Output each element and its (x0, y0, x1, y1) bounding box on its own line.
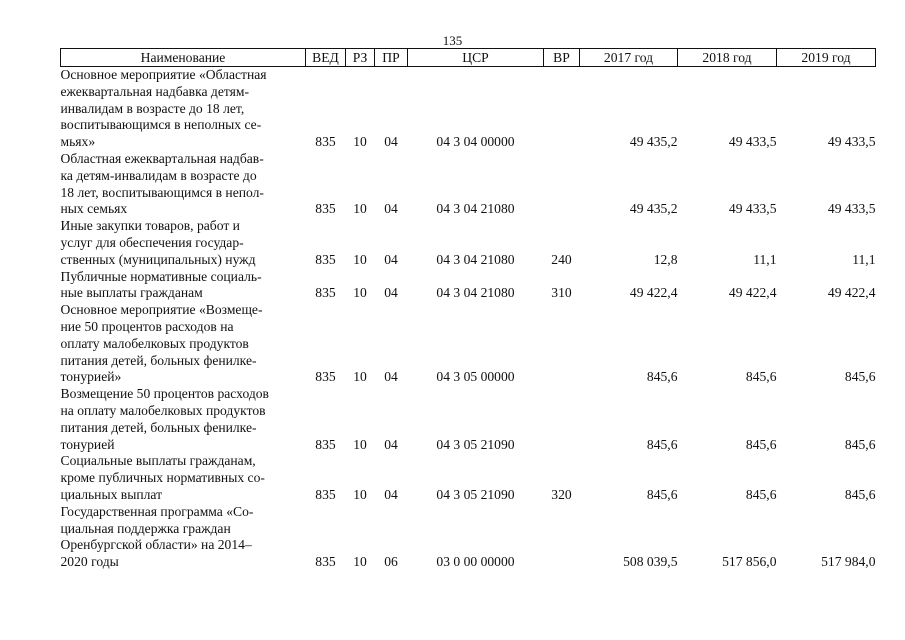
table-row (61, 218, 876, 268)
row-name-cell (61, 151, 306, 218)
row-name-line: Социальные выплаты гражданам, (60, 453, 256, 469)
row-name-line: 18 лет, воспитывающимся в непол- (60, 184, 264, 200)
row-name-line: оплату малобелковых продуктов (60, 335, 249, 351)
cell-rz: 10 (353, 486, 367, 502)
cell-vr (544, 67, 580, 151)
header-pr: ПР (375, 49, 408, 67)
cell-y2018: 49 433,5 (728, 201, 777, 217)
row-name-line: циальных выплат (60, 486, 163, 502)
row-name-line: ние 50 процентов расходов на (60, 318, 234, 334)
row-name-line: Основное мероприятие «Возмеще- (60, 302, 263, 318)
row-name-cell (61, 269, 306, 303)
cell-ved: 835 (315, 201, 336, 217)
cell-pr: 04 (384, 436, 398, 452)
header-row (61, 49, 876, 67)
row-name-cell (61, 218, 306, 268)
cell-y2019: 845,6 (844, 486, 876, 502)
row-name-line: ка детям-инвалидам в возрасте до (60, 167, 257, 183)
row-name-line: ственных (муниципальных) нужд (60, 251, 256, 267)
header-2018: 2018 год (678, 49, 777, 67)
row-name-line: Государственная программа «Со- (60, 503, 254, 519)
cell-pr: 04 (384, 285, 398, 301)
row-name-line: Иные закупки товаров, работ и (60, 218, 240, 234)
row-name-line: инвалидам в возрасте до 18 лет, (60, 100, 245, 116)
cell-y2017: 49 422,4 (629, 285, 678, 301)
cell-y2019: 845,6 (844, 436, 876, 452)
page-number: 135 (442, 33, 463, 48)
header-vr: ВР (544, 49, 580, 67)
row-name-line: воспитывающимся в неполных се- (60, 117, 262, 133)
cell-pr: 04 (384, 486, 398, 502)
cell-y2019: 517 984,0 (821, 554, 876, 570)
row-name-line: ежеквартальная надбавка детям- (60, 83, 249, 99)
row-name-cell (61, 504, 306, 571)
cell-vr: 310 (551, 285, 572, 301)
table-row (61, 453, 876, 503)
cell-rz: 10 (353, 134, 367, 150)
cell-pr: 04 (384, 201, 398, 217)
table-row (61, 67, 876, 151)
header-rz: РЗ (346, 49, 375, 67)
cell-csr: 04 3 04 00000 (436, 134, 515, 150)
cell-y2017: 845,6 (646, 436, 678, 452)
cell-y2018: 11,1 (753, 251, 777, 267)
row-name-line: ных семьях (60, 201, 128, 217)
row-name-line: тонурией» (60, 369, 122, 385)
cell-y2017: 845,6 (646, 486, 678, 502)
cell-pr: 04 (384, 369, 398, 385)
cell-y2018: 517 856,0 (722, 554, 777, 570)
cell-y2018: 49 433,5 (728, 134, 777, 150)
row-name-line: Возмещение 50 процентов расходов (60, 386, 269, 402)
cell-y2017: 49 435,2 (629, 134, 678, 150)
header-2019: 2019 год (777, 49, 876, 67)
row-name-line: на оплату малобелковых продуктов (60, 402, 266, 418)
row-name-cell (61, 453, 306, 503)
row-name-cell (61, 67, 306, 151)
cell-y2017: 845,6 (646, 369, 678, 385)
cell-csr: 04 3 04 21080 (436, 251, 515, 267)
cell-ved: 835 (315, 436, 336, 452)
table-row (61, 386, 876, 453)
cell-y2017: 49 435,2 (629, 201, 678, 217)
budget-table (60, 48, 876, 571)
cell-vr (544, 504, 580, 571)
cell-y2019: 11,1 (852, 251, 876, 267)
cell-csr: 04 3 05 21090 (436, 436, 515, 452)
cell-rz: 10 (353, 436, 367, 452)
row-name-line: Оренбургской области» на 2014– (60, 537, 252, 553)
table-row (61, 302, 876, 386)
cell-y2019: 49 433,5 (827, 201, 876, 217)
cell-csr: 03 0 00 00000 (436, 554, 515, 570)
cell-pr: 04 (384, 134, 398, 150)
table-body (61, 67, 876, 571)
cell-rz: 10 (353, 554, 367, 570)
cell-csr: 04 3 05 00000 (436, 369, 515, 385)
cell-vr (544, 386, 580, 453)
cell-csr: 04 3 04 21080 (436, 201, 515, 217)
row-name-cell (61, 386, 306, 453)
table-row (61, 151, 876, 218)
cell-csr: 04 3 05 21090 (436, 486, 515, 502)
header-ved: ВЕД (306, 49, 346, 67)
row-name-line: 2020 годы (60, 554, 119, 570)
header-csr: ЦСР (408, 49, 544, 67)
cell-y2017: 12,8 (653, 251, 678, 267)
row-name-line: циальная поддержка граждан (60, 520, 231, 536)
cell-ved: 835 (315, 554, 336, 570)
row-name-line: питания детей, больных фенилке- (60, 419, 257, 435)
row-name-line: Публичные нормативные социаль- (60, 268, 262, 284)
cell-y2018: 49 422,4 (728, 285, 777, 301)
table-header (61, 49, 876, 67)
cell-vr: 320 (551, 486, 572, 502)
row-name-cell (61, 302, 306, 386)
cell-vr (544, 302, 580, 386)
cell-ved: 835 (315, 285, 336, 301)
header-name: Наименование (61, 49, 306, 67)
cell-pr: 04 (384, 251, 398, 267)
cell-rz: 10 (353, 251, 367, 267)
cell-y2017: 508 039,5 (623, 554, 678, 570)
header-2017: 2017 год (580, 49, 678, 67)
row-name-line: питания детей, больных фенилке- (60, 352, 257, 368)
cell-ved: 835 (315, 134, 336, 150)
cell-ved: 835 (315, 486, 336, 502)
cell-ved: 835 (315, 369, 336, 385)
cell-pr: 06 (384, 554, 398, 570)
row-name-line: услуг для обеспечения государ- (60, 234, 244, 250)
cell-vr: 240 (551, 251, 572, 267)
row-name-line: ные выплаты гражданам (60, 285, 203, 301)
cell-y2018: 845,6 (745, 369, 777, 385)
cell-y2019: 845,6 (844, 369, 876, 385)
cell-y2018: 845,6 (745, 436, 777, 452)
table-row (61, 269, 876, 303)
cell-y2018: 845,6 (745, 486, 777, 502)
cell-vr (544, 151, 580, 218)
row-name-line: кроме публичных нормативных со- (60, 470, 265, 486)
table-row (61, 504, 876, 571)
row-name-line: мьях» (60, 134, 96, 150)
cell-y2019: 49 433,5 (827, 134, 876, 150)
row-name-line: Основное мероприятие «Областная (60, 67, 267, 82)
cell-rz: 10 (353, 285, 367, 301)
cell-y2019: 49 422,4 (827, 285, 876, 301)
cell-csr: 04 3 04 21080 (436, 285, 515, 301)
row-name-line: тонурией (60, 436, 115, 452)
cell-ved: 835 (315, 251, 336, 267)
cell-rz: 10 (353, 369, 367, 385)
cell-rz: 10 (353, 201, 367, 217)
row-name-line: Областная ежеквартальная надбав- (60, 150, 264, 166)
